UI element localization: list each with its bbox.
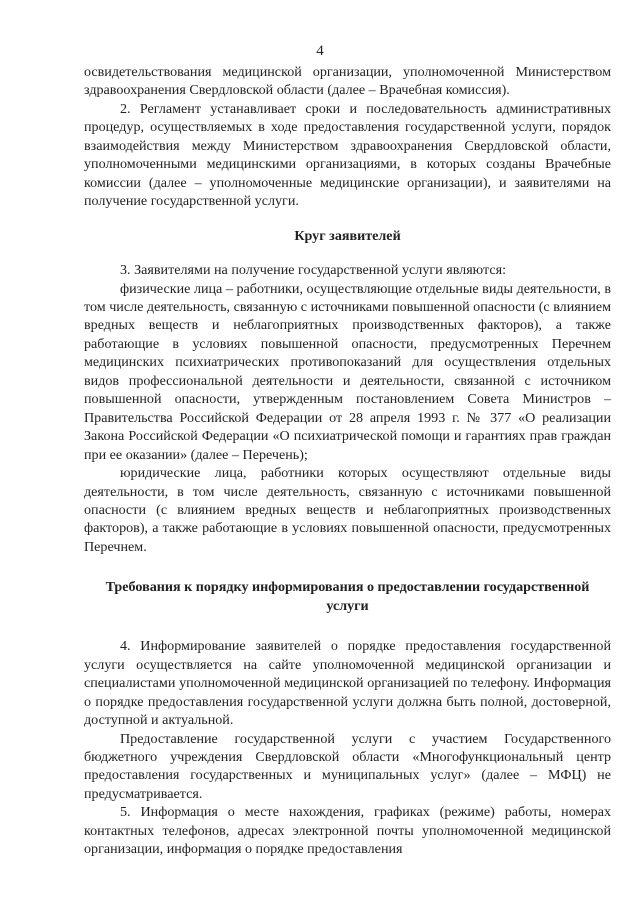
- paragraph-mfc: Предоставление государственной услуги с участием Государственного бюджетного учреждения Свердловской области «Многофункциональный центр предоставления государственных и муниципальных услуг» (далее – МФЦ) не предусматривается.: [84, 730, 611, 802]
- paragraph-individuals: физические лица – работники, осуществляющие отдельные виды деятельности, в том числе деятельность, связанную с источниками повышенной опасности (с влиянием вредных веществ и неблагоприятных производственных факторов), а также работающие в условиях повышенной опасности, предусмотренных Перечнем медицинских психиатрических противопоказаний для осуществления отдельных видов профессиональной деятельности и деятельности, связанной с источником повышенной опасности, утвержденным постановлением Совета Министров – Правительства Российской Федерации от 28 апреля 1993 г. № 377 «О реализации Закона Российской Федерации «О психиатрической помощи и гарантиях прав граждан при ее оказании» (далее – Перечень);: [84, 280, 611, 463]
- page-number: 4: [316, 43, 324, 59]
- paragraph-legal-entities: юридические лица, работники которых осуществляют отдельные виды деятельности, в том числе деятельность, связанную с источниками повышенной опасности (с влиянием вредных веществ и неблагоприятных производственных факторов), а также работающие в условиях повышенной опасности, предусмотренных Перечнем.: [84, 465, 611, 555]
- spacer: [84, 556, 611, 578]
- paragraph-continuation: освидетельствования медицинской организации, уполномоченной Министерством здравоохранения Свердловской области (далее – Врачебная комиссия).: [84, 64, 611, 99]
- paragraph-3-applicants: 3. Заявителями на получение государственной услуги являются:: [120, 262, 507, 279]
- spacer: [84, 211, 611, 227]
- section-heading-applicants: Круг заявителей: [294, 227, 401, 244]
- spacer: [84, 615, 611, 637]
- paragraph-2-regulation-scope: 2. Регламент устанавливает сроки и последовательность административных процедур, осуществляемых в ходе предоставления государственной услуги, порядок взаимодействия между Министерством здравоохранения Свердловской области, уполномоченными медицинскими организациями, в которых созданы Врачебные комиссии (далее – уполномоченные медицинские организации), и заявителями на получение государственной услуги.: [84, 100, 611, 210]
- section-heading-informing-requirements: Требования к порядку информирования о предоставлении государственной услуги: [105, 579, 590, 614]
- paragraph-4-informing: 4. Информирование заявителей о порядке предоставления государственной услуги осуществляется на сайте уполномоченной медицинской организации и специалистами уполномоченной медицинской организацией по телефону. Информация о порядке предоставления государственной услуги должна быть полной, достоверной, доступной и актуальной.: [84, 638, 611, 729]
- paragraph-5-contact-info: 5. Информация о месте нахождения, графиках (режиме) работы, номерах контактных телефонов, адресах электронной почты уполномоченной медицинской организации, информация о порядке предоставления: [84, 804, 611, 858]
- spacer: [84, 245, 611, 261]
- document-body: [84, 63, 611, 859]
